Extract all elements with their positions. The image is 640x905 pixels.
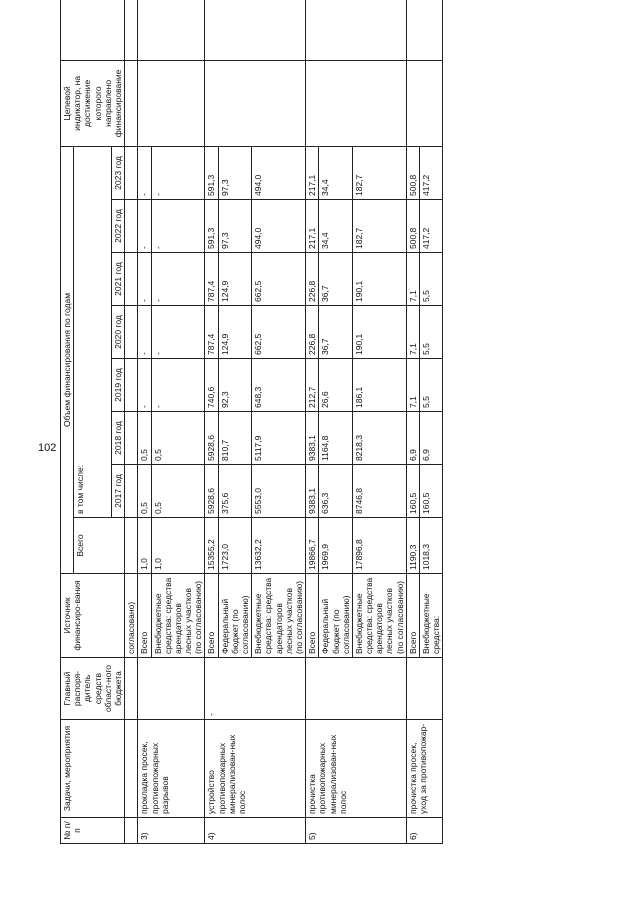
header-year-2020: 2020 год: [111, 306, 124, 359]
year-value-cell: 160,5: [406, 465, 419, 518]
year-value-cell: 0,5: [138, 412, 151, 465]
year-value-cell: -: [138, 306, 151, 359]
source-cell: Всего: [306, 574, 319, 658]
year-value-cell: 500,8: [406, 200, 419, 253]
table-row: [306, 0, 319, 844]
blank-cell: [138, 0, 205, 60]
year-value-cell: 787,4: [205, 253, 218, 306]
year-value-cell: 182,7: [352, 146, 406, 199]
year-value-cell: 8746,8: [352, 465, 406, 518]
source-cell: Федеральный бюджет (по согласованию): [319, 574, 353, 658]
row-number: 3): [138, 818, 205, 844]
year-value-cell: 7,1: [406, 253, 419, 306]
year-value-cell: 5,5: [420, 359, 443, 412]
year-value-cell: 226,8: [306, 306, 319, 359]
year-value-cell: 97,3: [218, 200, 252, 253]
year-value-cell: 7,1: [406, 306, 419, 359]
indicator-cell: [138, 60, 205, 146]
header-volume: Объем финансирования по годам: [61, 146, 74, 573]
total-cell: 1969,9: [319, 518, 353, 574]
year-value-cell: 0,5: [151, 465, 205, 518]
year-value-cell: 591,3: [205, 146, 218, 199]
year-value-cell: 212,7: [306, 359, 319, 412]
manager-cell: [406, 658, 443, 720]
year-value-cell: 124,9: [218, 253, 252, 306]
total-cell: 1018,3: [420, 518, 443, 574]
table-row: [125, 0, 138, 844]
year-value-cell: 5928,6: [205, 412, 218, 465]
blank-cell: [205, 0, 306, 60]
total-cell: 1,0: [151, 518, 205, 574]
header-num: № п/п: [61, 818, 125, 844]
year-value-cell: -: [138, 200, 151, 253]
year-value-cell: 500,8: [406, 146, 419, 199]
year-value-cell: 417,2: [420, 200, 443, 253]
year-value-cell: 6,9: [406, 412, 419, 465]
total-cell: 19866,7: [306, 518, 319, 574]
year-value-cell: 591,3: [205, 200, 218, 253]
year-value-cell: 1164,8: [319, 412, 353, 465]
year-value-cell: -: [151, 253, 205, 306]
source-cell: Всего: [205, 574, 218, 658]
blank-cell: [306, 0, 407, 60]
source-cell: Внебюджетные средства: средства арендаторов лесных участков (по согласованию): [352, 574, 406, 658]
rotated-table-container: [60, 22, 560, 844]
source-cell: согласовано): [125, 574, 138, 658]
year-value-cell: 217,1: [306, 200, 319, 253]
source-cell: Внебюджетные средства:: [420, 574, 443, 658]
row-number: 6): [406, 818, 443, 844]
header-year-2021: 2021 год: [111, 253, 124, 306]
year-value-cell: 9383,1: [306, 412, 319, 465]
task-name: прокладка просек, противопожарных разрывов: [138, 720, 205, 818]
total-cell: 15355,2: [205, 518, 218, 574]
source-cell: Внебюджетные средства: средства арендаторов лесных участков (по согласованию): [151, 574, 205, 658]
page-number: 102: [38, 442, 57, 454]
header-including: в том числе:: [74, 146, 112, 517]
total-cell: 1723,0: [218, 518, 252, 574]
year-value-cell: 226,8: [306, 253, 319, 306]
source-cell: Федеральный бюджет (по согласованию): [218, 574, 252, 658]
row-number: 5): [306, 818, 407, 844]
year-value-cell: 124,9: [218, 306, 252, 359]
year-value-cell: 417,2: [420, 146, 443, 199]
year-value-cell: 0,5: [138, 465, 151, 518]
row-number: 4): [205, 818, 306, 844]
header-year-2022: 2022 год: [111, 200, 124, 253]
source-cell: Внебюджетные средства: средства арендаторов лесных участков (по согласованию): [252, 574, 306, 658]
year-value-cell: 636,3: [319, 465, 353, 518]
manager-cell: -: [205, 658, 306, 720]
task-name: прочистка противопожарных минерализован-ных полос: [306, 720, 407, 818]
indicator-cell: [406, 60, 443, 146]
year-value-cell: 182,7: [352, 200, 406, 253]
year-value-cell: 26,6: [319, 359, 353, 412]
year-value-cell: 97,3: [218, 146, 252, 199]
manager-cell: [138, 658, 205, 720]
header-blank: [61, 0, 125, 60]
year-value-cell: 662,5: [252, 306, 306, 359]
rotated-table-wrapper: [60, 22, 560, 844]
year-value-cell: 190,1: [352, 253, 406, 306]
indicator-cell: [205, 60, 306, 146]
year-value-cell: 5553,0: [252, 465, 306, 518]
year-value-cell: -: [151, 200, 205, 253]
year-value-cell: 494,0: [252, 200, 306, 253]
year-value-cell: 8218,3: [352, 412, 406, 465]
year-value-cell: 648,3: [252, 359, 306, 412]
header-year-2019: 2019 год: [111, 359, 124, 412]
year-value-cell: 5117,9: [252, 412, 306, 465]
table-row: [138, 0, 151, 844]
year-value-cell: 160,5: [420, 465, 443, 518]
year-value-cell: 6,9: [420, 412, 443, 465]
total-cell: 17896,8: [352, 518, 406, 574]
year-value-cell: 662,5: [252, 253, 306, 306]
total-cell: 1,0: [138, 518, 151, 574]
year-value-cell: 5,5: [420, 306, 443, 359]
year-value-cell: 7,1: [406, 359, 419, 412]
year-value-cell: -: [138, 359, 151, 412]
indicator-cell: [306, 60, 407, 146]
header-task: Задачи, мероприятия: [61, 720, 125, 818]
source-cell: Всего: [138, 574, 151, 658]
year-value-cell: 217,1: [306, 146, 319, 199]
total-cell: 1190,3: [406, 518, 419, 574]
task-name: устройство противопожарных минерализован-ных полос: [205, 720, 306, 818]
year-value-cell: 494,0: [252, 146, 306, 199]
year-value-cell: 9383,1: [306, 465, 319, 518]
header-year-2017: 2017 год: [111, 465, 124, 518]
header-year-2023: 2023 год: [111, 146, 124, 199]
table-row: [406, 0, 419, 844]
year-value-cell: 186,1: [352, 359, 406, 412]
table-row: [205, 0, 218, 844]
year-value-cell: -: [151, 359, 205, 412]
year-value-cell: 92,3: [218, 359, 252, 412]
header-indicator: Целевой индикатор, на достижение которого направлено финансирование: [61, 60, 125, 146]
year-value-cell: 190,1: [352, 306, 406, 359]
year-value-cell: 375,6: [218, 465, 252, 518]
year-value-cell: -: [151, 146, 205, 199]
financing-table: [60, 0, 443, 844]
header-year-2018: 2018 год: [111, 412, 124, 465]
year-value-cell: 5,5: [420, 253, 443, 306]
header-manager: Главный распоря-дитель средств област-ного бюджета: [61, 658, 125, 720]
task-name: прочистка просек, уход за противопожар-: [406, 720, 443, 818]
year-value-cell: 36,7: [319, 253, 353, 306]
year-value-cell: 0,5: [151, 412, 205, 465]
source-cell: Всего: [406, 574, 419, 658]
year-value-cell: 36,7: [319, 306, 353, 359]
header-total: Всего: [74, 518, 125, 574]
blank-cell: [406, 0, 443, 60]
total-cell: 13632,2: [252, 518, 306, 574]
year-value-cell: 740,6: [205, 359, 218, 412]
year-value-cell: 787,4: [205, 306, 218, 359]
year-value-cell: -: [138, 253, 151, 306]
manager-cell: [306, 658, 407, 720]
year-value-cell: -: [138, 146, 151, 199]
year-value-cell: 34,4: [319, 200, 353, 253]
header-source: Источник финансиро-вания: [61, 574, 125, 658]
year-value-cell: -: [151, 306, 205, 359]
year-value-cell: 34,4: [319, 146, 353, 199]
year-value-cell: 810,7: [218, 412, 252, 465]
table-body: [125, 0, 443, 844]
year-value-cell: 5928,6: [205, 465, 218, 518]
